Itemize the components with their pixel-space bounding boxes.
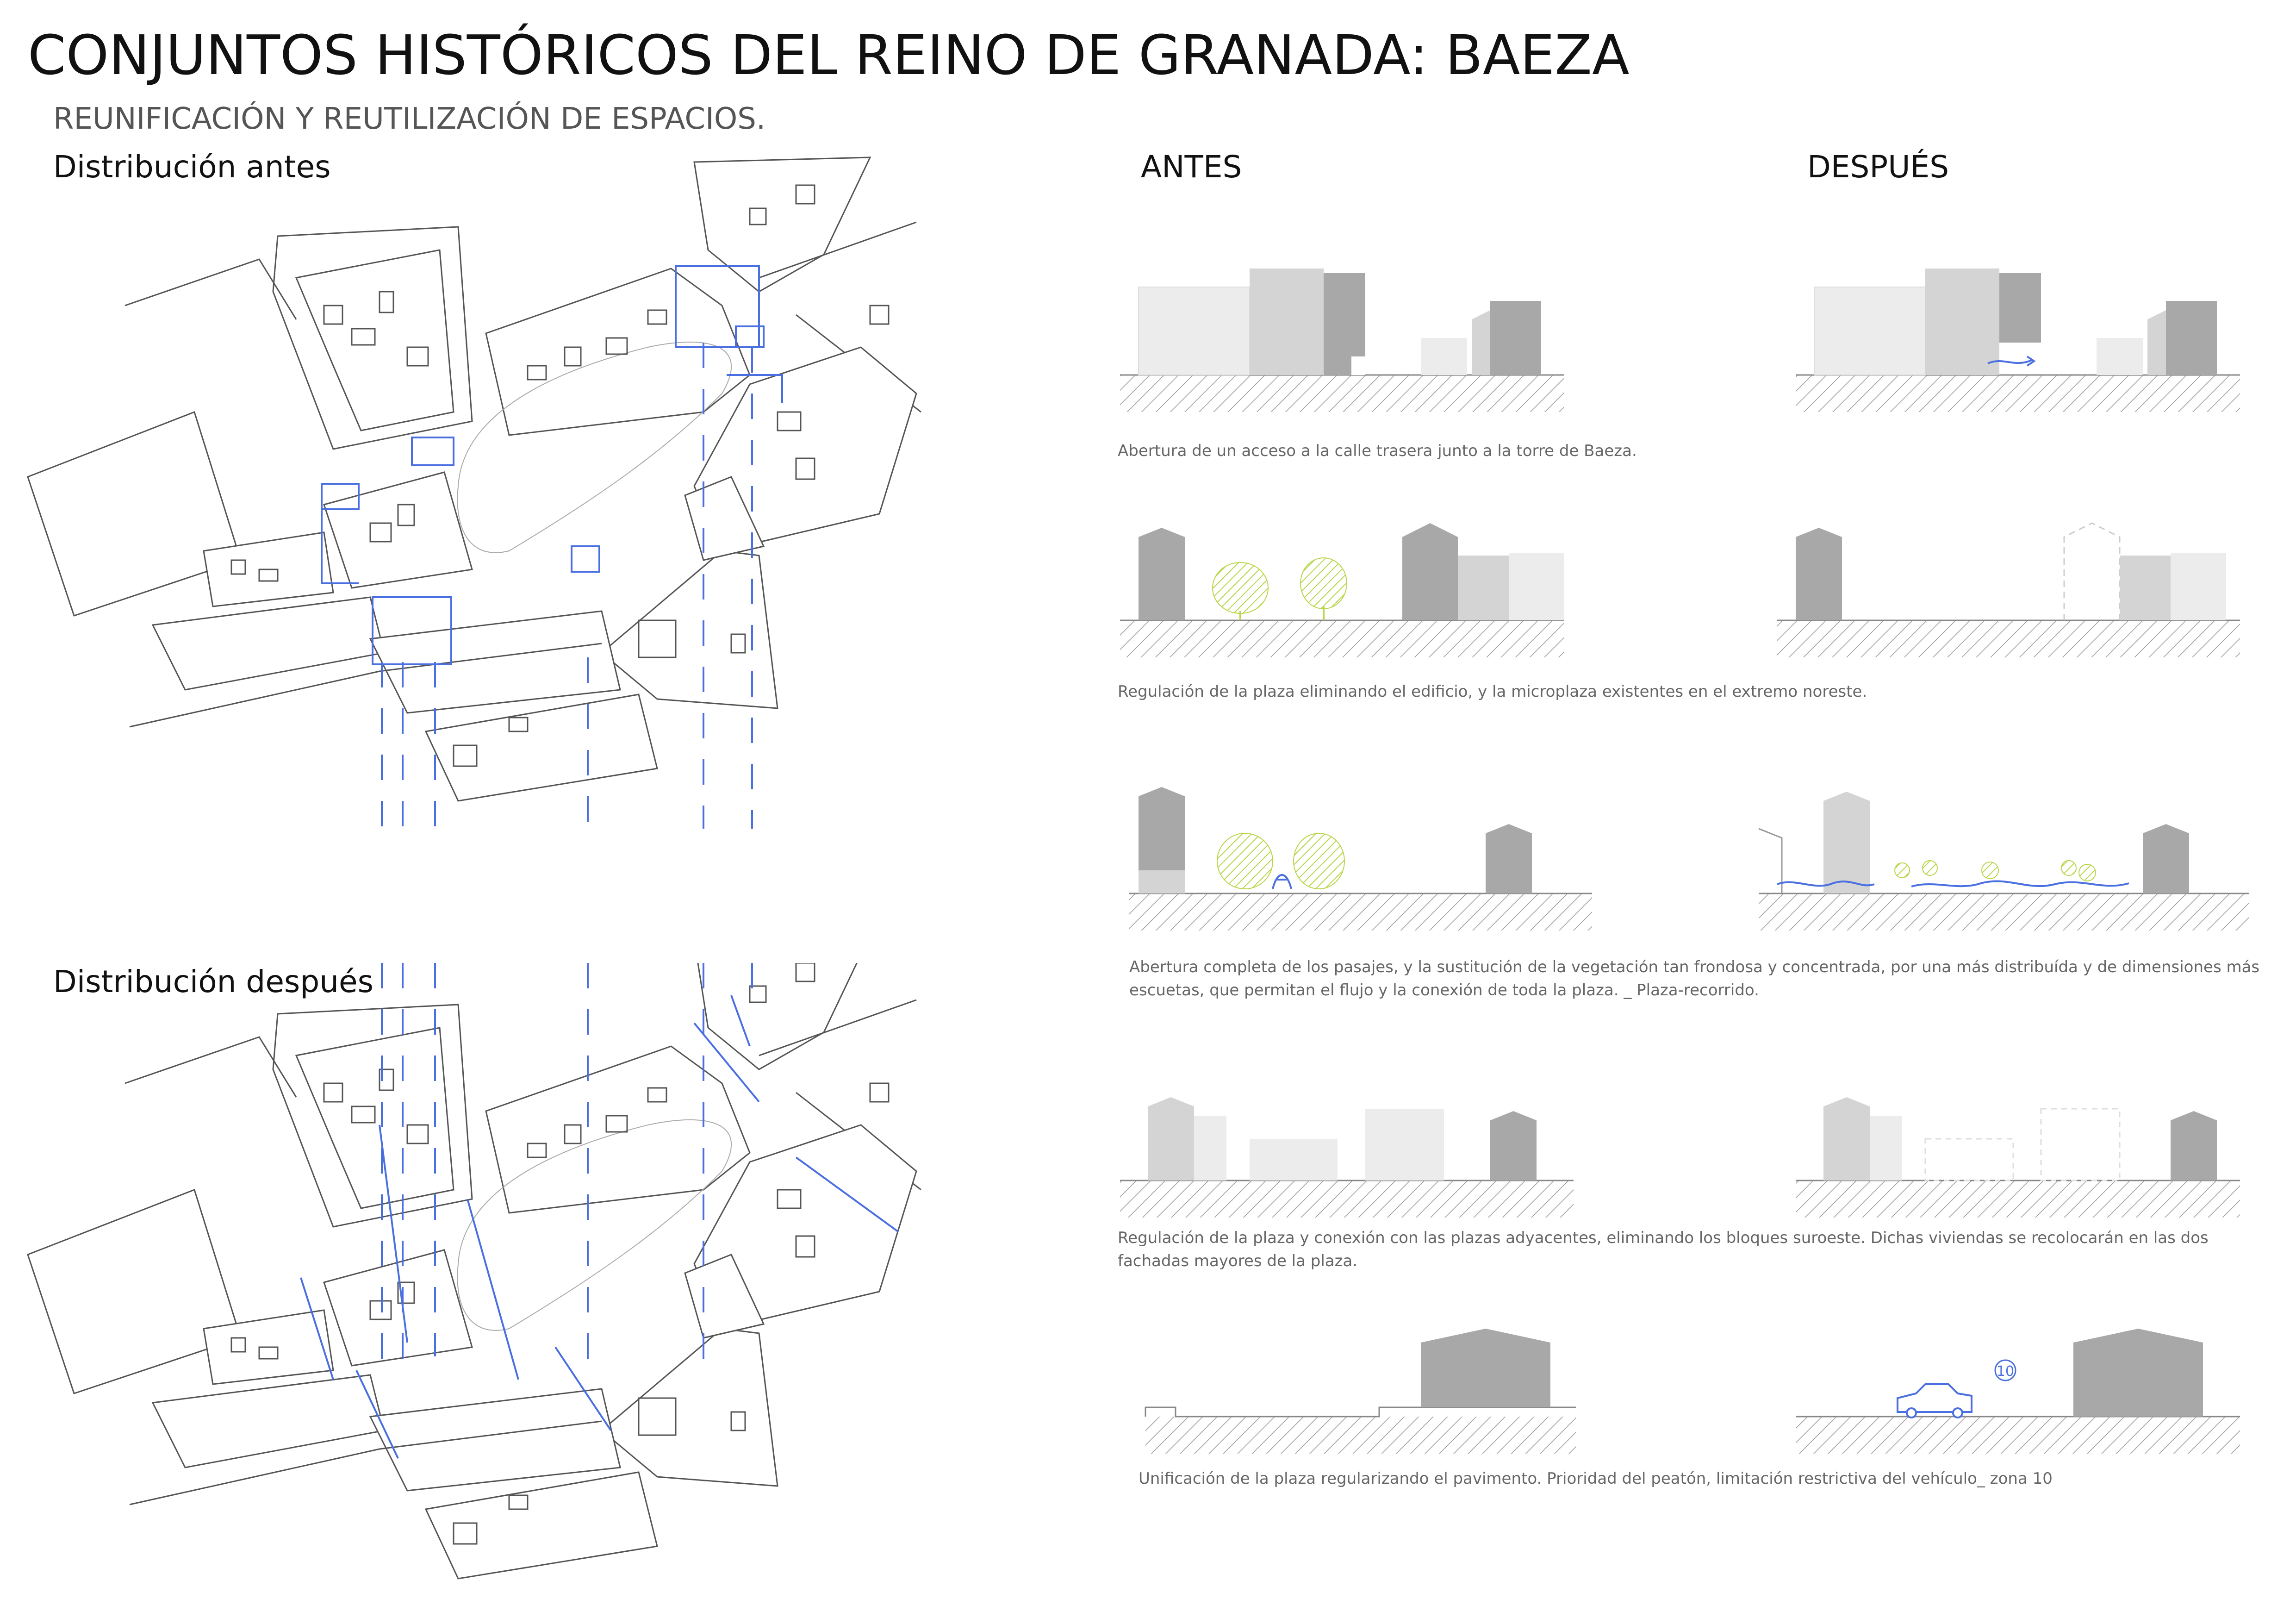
section-row-4-after <box>1796 1097 2240 1218</box>
caption-continuation: fachadas mayores de la plaza. <box>1118 1252 1358 1270</box>
section-row-4-caption: Regulación de la plaza y conexión con las plazas adyacentes, eliminando los bloques suroeste. Dichas viviendas se recolocarán en las dos fachadas mayores de la plaza. <box>1118 1229 2209 1270</box>
page-title: CONJUNTOS HISTÓRICOS DEL REINO DE GRANADA: BAEZA <box>28 23 1630 87</box>
section-row-5-after <box>1796 1329 2240 1454</box>
section-row-3-caption: Abertura completa de los pasajes, y la sustitución de la vegetación tan frondosa y concentrada, por una más distribuída y de dimensiones más escuetas, que permitan el flujo y la conexión de toda la plaza. _ Plaza-recorrido. <box>1129 958 2260 999</box>
page-subtitle: REUNIFICACIÓN Y REUTILIZACIÓN DE ESPACIOS. <box>53 102 766 136</box>
sections-diagram <box>1101 250 2286 1509</box>
section-row-2-after <box>1777 523 2240 657</box>
car-icon <box>1898 1384 1972 1418</box>
section-row-3-after <box>1759 792 2249 931</box>
sections-header-before: ANTES <box>1141 149 1242 185</box>
section-row-2-before <box>1120 523 1564 657</box>
plan-after <box>0 963 949 1611</box>
speed-zone-badge: 10 <box>1996 1363 2015 1380</box>
plan-after-label: Distribución después <box>53 964 374 999</box>
section-row-2-caption: Regulación de la plaza eliminando el edificio, y la microplaza existentes en el extremo noreste. <box>1118 682 1867 701</box>
section-row-5-before <box>1145 1329 1576 1454</box>
plan-before <box>0 149 949 829</box>
section-row-4-before <box>1120 1097 1574 1218</box>
plan-before-label: Distribución antes <box>53 149 331 185</box>
section-row-3-before <box>1129 787 1592 931</box>
sections-header-after: DESPUÉS <box>1807 149 1949 185</box>
caption-continuation: escuetas, que permitan el flujo y la conexión de toda la plaza. _ Plaza-recorrido. <box>1129 981 1759 999</box>
section-row-1-before <box>1120 269 1564 412</box>
section-row-1-after <box>1796 269 2240 412</box>
section-row-5-caption: Unificación de la plaza regularizando el pavimento. Prioridad del peatón, limitación restrictiva del vehículo_ zona 10 <box>1139 1469 2053 1488</box>
section-row-1-caption: Abertura de un acceso a la calle trasera junto a la torre de Baeza. <box>1118 442 1637 460</box>
